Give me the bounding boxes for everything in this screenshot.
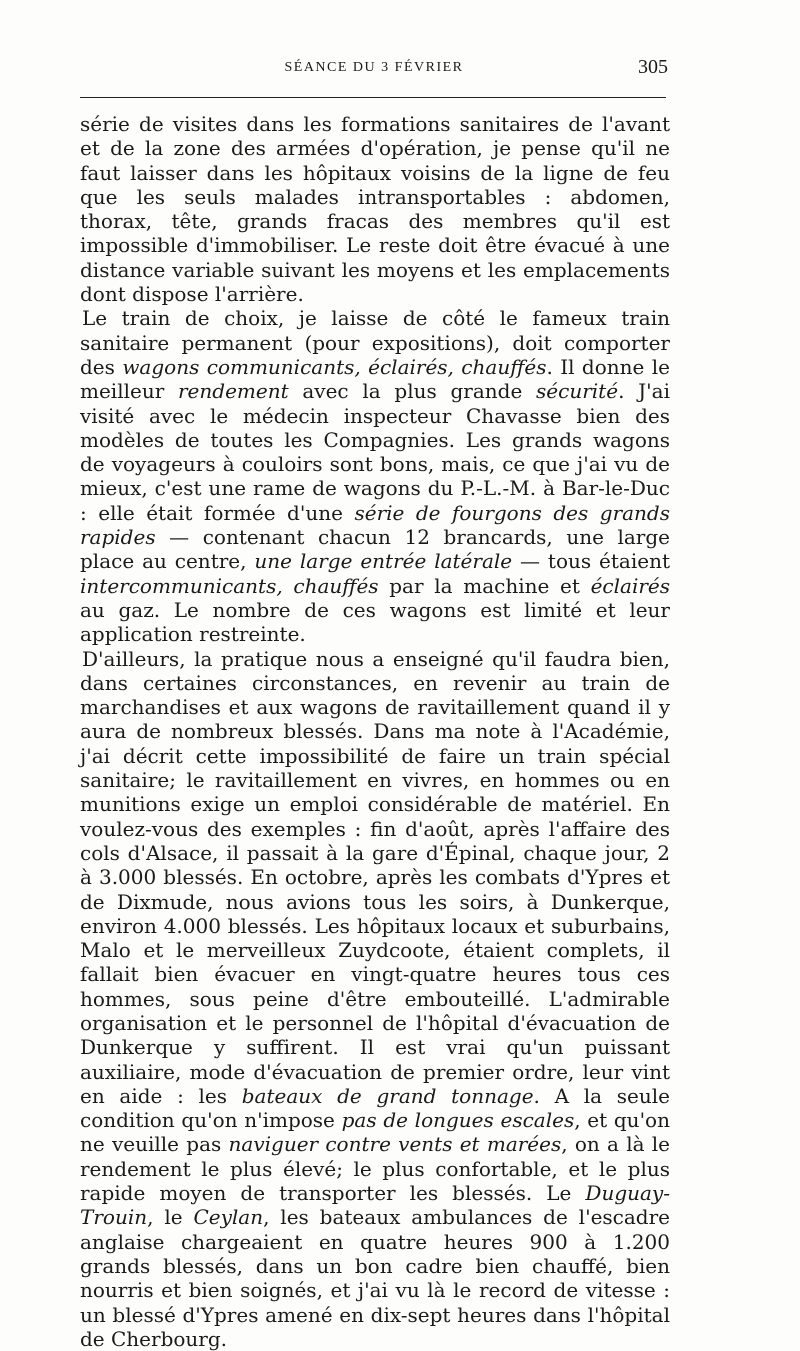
italic-text: bateaux de grand tonnage <box>241 1083 534 1108</box>
text-run: . J'ai visité avec le médecin inspecteur Chavasse bien des modèles de toutes les Compagnies. Les grands wagons de voyageurs à couloirs sont bons, mais, ce que j'ai vu de mieux, c'est une rame de wagons du P.-L.-M. à Bar-le-Duc : elle était formée d'une <box>80 379 670 525</box>
paragraph <box>80 112 670 306</box>
italic-text: Ceylan <box>193 1205 264 1230</box>
italic-text: rendement <box>178 379 289 404</box>
paragraph <box>80 647 670 1351</box>
text-run: — tous étaient <box>512 549 671 574</box>
text-run: par la machine et <box>378 573 591 598</box>
running-head: SÉANCE DU 3 FÉVRIER <box>284 60 464 75</box>
text-run: , et qu'on ne veuille pas <box>80 1108 670 1157</box>
text-run: . Il donne le meilleur <box>80 354 670 404</box>
header-rule <box>80 97 666 98</box>
italic-text: éclairés <box>590 573 671 598</box>
italic-text: intercommunicants, chauffés <box>80 573 379 598</box>
page-number: 305 <box>638 56 668 78</box>
page-header <box>80 58 668 82</box>
italic-text: wagons communicants, éclairés, chauffés <box>122 354 547 379</box>
text-run: au gaz. Le nombre de ces wagons est limité et leur application restreinte. <box>80 597 670 647</box>
italic-text: sécurité <box>536 379 619 404</box>
text-run: , on a là le rendement le plus élevé; le plus confortable, et le plus rapide moyen de transporter les blessés. Le <box>80 1132 671 1206</box>
italic-text: Duguay-Trouin <box>80 1181 670 1230</box>
text-run: avec la plus grande <box>288 379 537 404</box>
text-run: , le <box>147 1205 194 1230</box>
italic-text: une large entrée latérale <box>254 549 513 574</box>
body-text <box>80 112 670 1351</box>
text-run: D'ailleurs, la pratique nous a enseigné qu'il faudra bien, dans certaines circonstances, en revenir au train de marchandises et aux wagons de ravitaillement quand il y aura de nombreux blessés. Dans ma note à l'Académie, j'ai décrit cette impossibilité de faire un train spécial sanitaire; le ravitaillement en vivres, en hommes ou en munitions exige un emploi considérable de matériel. En voulez-vous des exemples : fin d'août, après l'affaire des cols d'Alsace, il passait à la gare d'Épinal, chaque jour, 2 à 3.000 blessés. En octobre, après les combats d'Ypres et de Dixmude, nous avions tous les soirs, à Dunkerque, environ 4.000 blessés. Les hôpitaux locaux et suburbains, Malo et le merveilleux Zuydcoote, étaient complets, il fallait bien évacuer en vingt-quatre heures tous ces hommes, sous peine d'être embouteillé. L'admirable organisation et le personnel de l'hôpital d'évacuation de Dunkerque y suffirent. Il est vrai qu'un puissant auxiliaire, mode d'évacuation de premier ordre, leur vint en aide : les <box>80 646 670 1108</box>
text-run: série de visites dans les formations sanitaires de l'avant et de la zone des armées d'opération, je pense qu'il ne faut laisser dans les hôpitaux voisins de la ligne de feu que les seuls malades intransportables : abdomen, thorax, tête, grands fracas des membres qu'il est impossible d'immobiliser. Le reste doit être évacué à une distance variable suivant les moyens et les emplacements dont dispose l'arrière. <box>80 112 670 307</box>
text-run: . A la seule condition qu'on n'impose <box>80 1083 670 1133</box>
italic-text: pas de longues escales <box>341 1108 575 1133</box>
italic-text: série de fourgons des grands rapides <box>80 500 670 550</box>
text-run: , les bateaux ambulances de l'escadre anglaise chargeaient en quatre heures 900 à 1.200 grands blessés, dans un bon cadre bien chauffé, bien nourris et bien soignés, et j'ai vu là le record de vitesse : un blessé d'Ypres amené en dix-sept heures dans l'hôpital de Cherbourg. <box>80 1205 670 1351</box>
text-run: — contenant chacun 12 brancards, une large place au centre, <box>80 525 670 574</box>
italic-text: naviguer contre vents et marées <box>228 1132 562 1157</box>
paragraph <box>80 306 670 646</box>
text-run: Le train de choix, je laisse de côté le fameux train sanitaire permanent (pour expositions), doit comporter des <box>80 306 670 379</box>
